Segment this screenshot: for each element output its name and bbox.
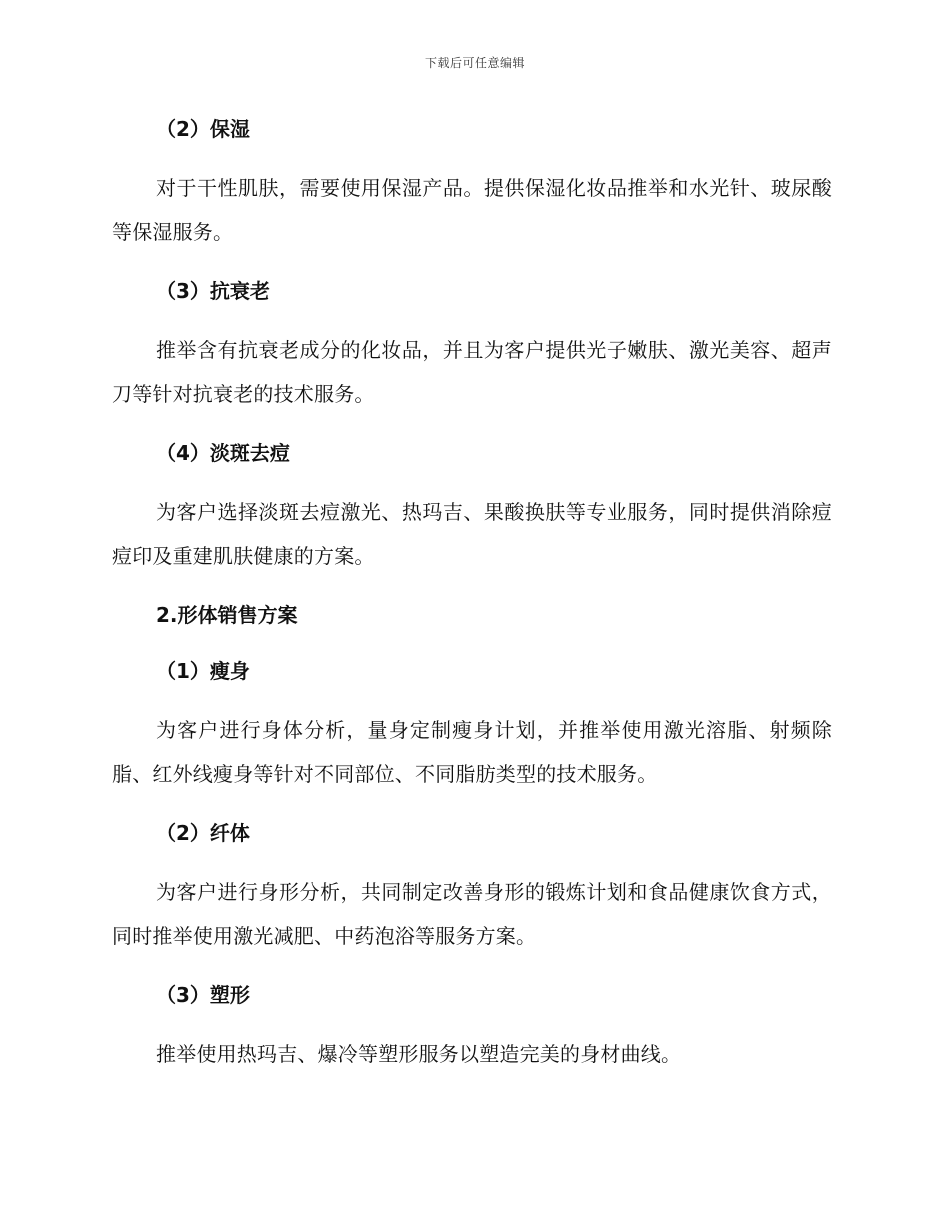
section-spot-acne: [112, 434, 832, 596]
section-anti-aging: [112, 272, 832, 434]
subheading: （2）保湿: [156, 117, 250, 141]
section-title: 2.形体销售方案: [156, 603, 298, 627]
item-shaping: [112, 976, 832, 1076]
subheading: （3）抗衰老: [156, 279, 270, 303]
paragraph: 为客户进行身体分析，量身定制瘦身计划，并推举使用激光溶脂、射频除脂、红外线瘦身等针对不同部位、不同脂肪类型的技术服务。: [112, 718, 832, 786]
subheading: （3）塑形: [156, 983, 250, 1007]
paragraph: 推举使用热玛吉、爆冷等塑形服务以塑造完美的身材曲线。: [156, 1042, 682, 1066]
subheading: （1）瘦身: [156, 659, 250, 683]
document-body: [112, 110, 832, 1076]
subheading: （2）纤体: [156, 821, 250, 845]
paragraph: 对于干性肌肤，需要使用保湿产品。提供保湿化妆品推举和水光针、玻尿酸等保湿服务。: [112, 176, 832, 244]
page-header: 下载后可任意编辑: [424, 56, 525, 70]
item-slimming: [112, 652, 832, 814]
paragraph: 为客户选择淡斑去痘激光、热玛吉、果酸换肤等专业服务，同时提供消除痘痘印及重建肌肤健康的方案。: [112, 500, 832, 568]
paragraph: 为客户进行身形分析，共同制定改善身形的锻炼计划和食品健康饮食方式，同时推举使用激光减肥、中药泡浴等服务方案。: [112, 880, 832, 948]
section-moisturizing: [112, 110, 832, 272]
subheading: （4）淡斑去痘: [156, 441, 290, 465]
item-body-contouring: [112, 814, 832, 976]
paragraph: 推举含有抗衰老成分的化妆品，并且为客户提供光子嫩肤、激光美容、超声刀等针对抗衰老的技术服务。: [112, 338, 832, 406]
section-body-sales-plan: [112, 596, 832, 1076]
